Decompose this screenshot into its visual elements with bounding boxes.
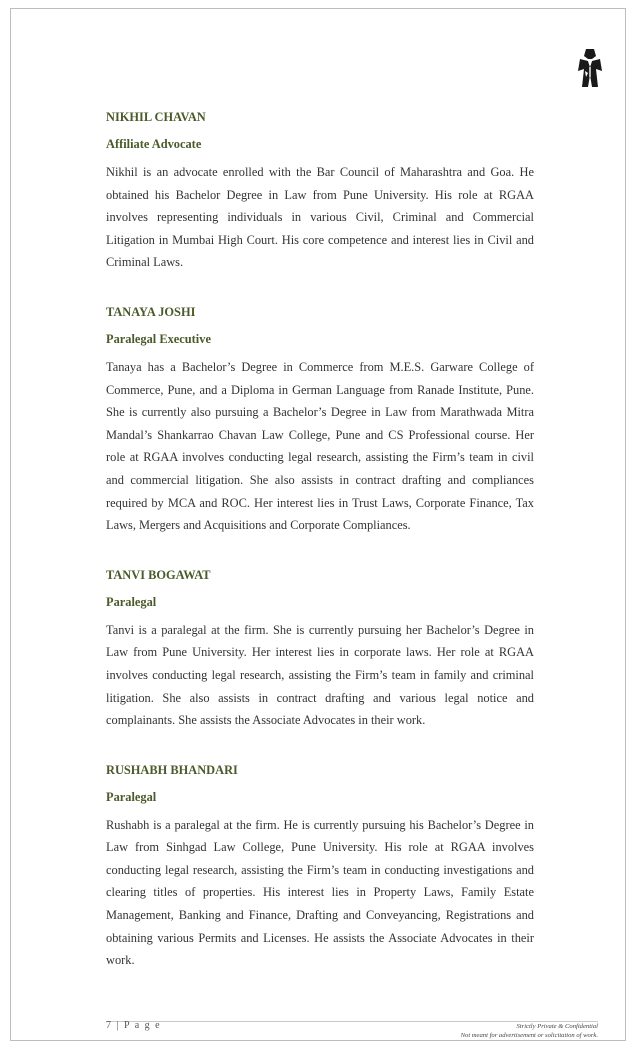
profile-bio: Nikhil is an advocate enrolled with the Bar Council of Maharashtra and Goa. He obtained his Bachelor Degree in Law from Pune University. His role at RGAA involves representing individuals in various Civil, Criminal and Commercial Litigation in Mumbai High Court. His core competence and interest lies in Civil and Criminal Laws.	[106, 165, 534, 270]
page-number: 7 | P a g e	[106, 1020, 162, 1031]
profile-role: Paralegal Executive	[106, 331, 211, 346]
profile-name: TANAYA JOSHI	[106, 304, 196, 319]
profile-bio: Tanvi is a paralegal at the firm. She is currently pursuing her Bachelor’s Degree in Law from Pune University. Her interest lies in corporate laws. Her role at RGAA involves conducting legal research, assisting the Firm’s team in family and criminal litigation. She also assists in contract drafting and various legal notice and complainants. She assists the Associate Advocates in their work.	[106, 622, 534, 728]
profile-section	[106, 567, 534, 732]
profile-role: Paralegal	[106, 789, 157, 804]
advocate-figure-logo-icon	[576, 47, 604, 89]
profile-role: Paralegal	[106, 594, 157, 609]
profile-section	[106, 304, 534, 537]
profile-name: RUSHABH BHANDARI	[106, 762, 238, 777]
profile-role: Affiliate Advocate	[106, 137, 202, 151]
profile-section	[106, 762, 534, 972]
confidentiality-note	[461, 1022, 598, 1040]
profile-name: TANVI BOGAWAT	[106, 567, 211, 582]
profile-bio: Tanaya has a Bachelor’s Degree in Commerce from M.E.S. Garware College of Commerce, Pune, and a Diploma in German Language from Ranade Institute, Pune. She is currently also pursuing a Bachelor’s Degree in Law from Marathwada Mitra Mandal’s Shankarrao Chavan Law College, Pune and CS Professional course. Her role at RGAA involves conducting legal research, assisting the Firm’s team in civil and commercial litigation. She also assists in contract drafting and compliances required by MCA and ROC. Her interest lies in Trust Laws, Corporate Finance, Tax Laws, Mergers and Acquisitions and Corporate Compliances.	[106, 359, 534, 533]
profiles-content	[106, 109, 534, 1002]
confidentiality-line: Strictly Private & Confidential	[516, 1023, 598, 1030]
profile-name: NIKHIL CHAVAN	[106, 110, 206, 124]
profile-bio: Rushabh is a paralegal at the firm. He is currently pursuing his Bachelor’s Degree in Law from Sinhgad Law College, Pune University. His role at RGAA involves conducting legal research, assisting the Firm’s team in conducting investigations and clearing titles of properties. His interest lies in Property Laws, Family Estate Management, Banking and Finance, Drafting and Conveyancing, Registrations and obtaining various Permits and Licenses. He assists the Associate Advocates in their work.	[106, 817, 534, 968]
profile-section	[106, 109, 534, 274]
confidentiality-line: Not meant for advertisement or solicitation of work.	[460, 1032, 598, 1039]
